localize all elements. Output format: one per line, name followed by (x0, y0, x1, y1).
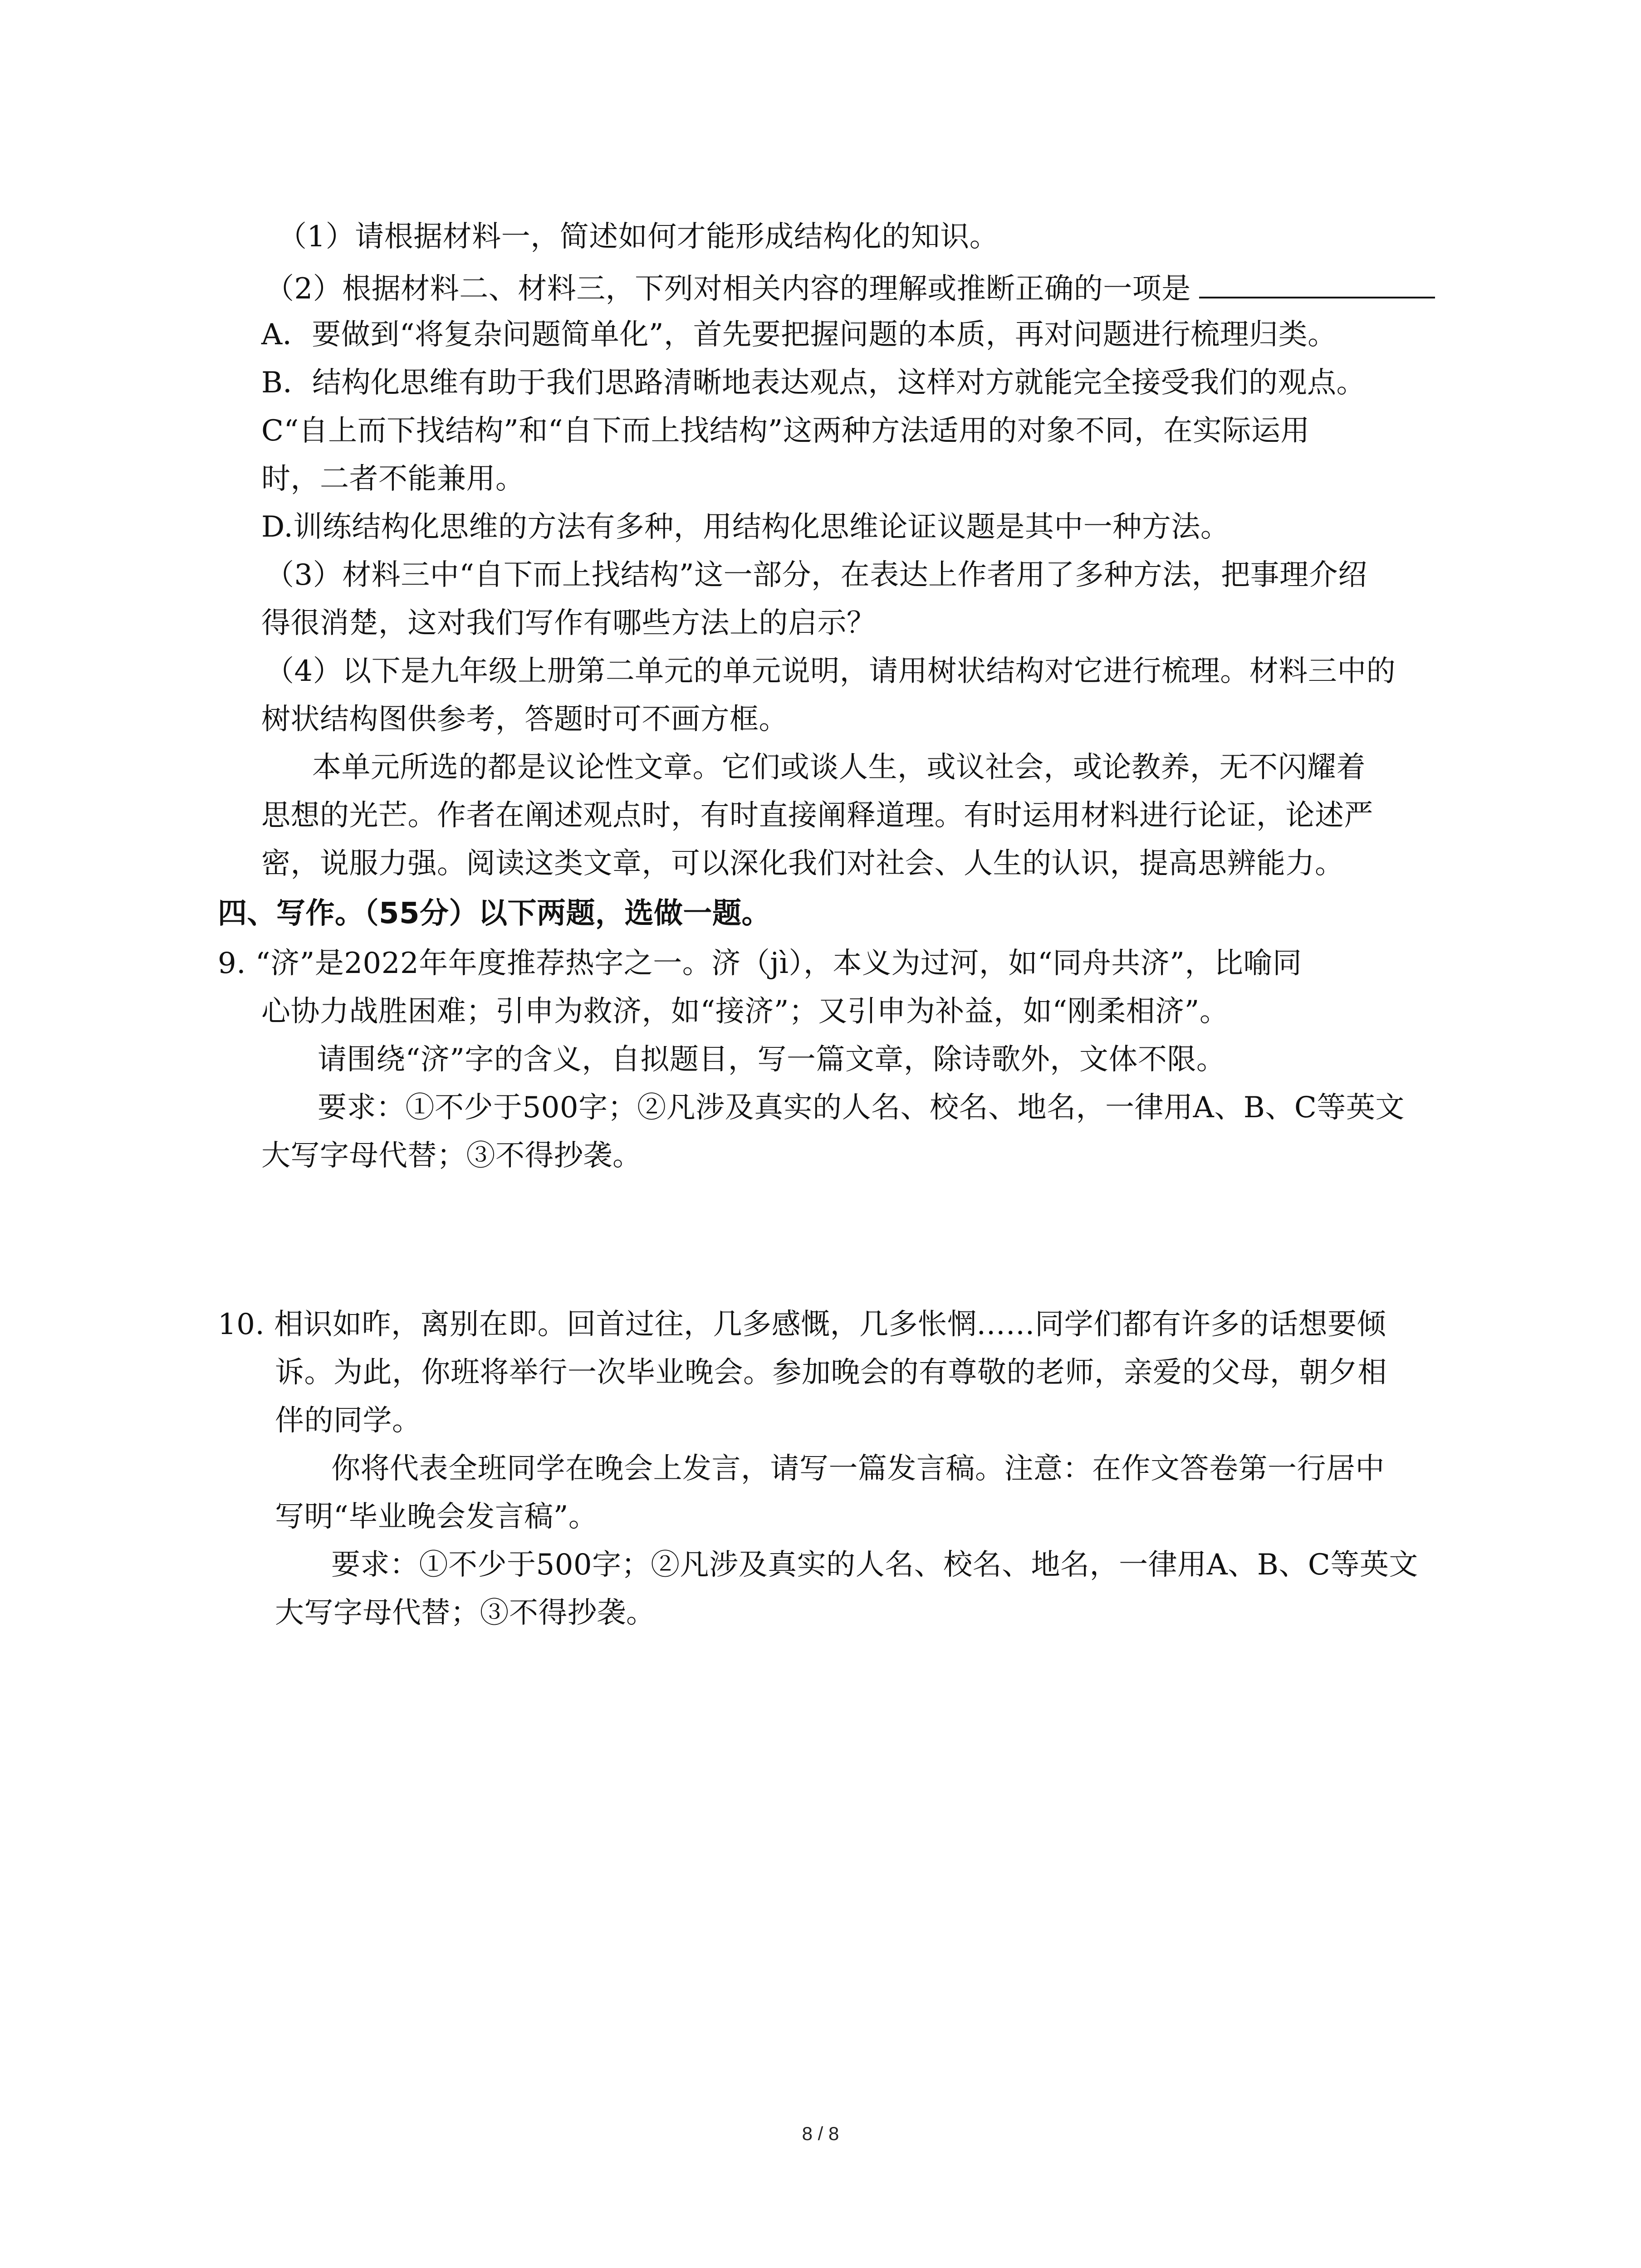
question-9-line1: 9. “济”是2022年年度推荐热字之一。济（jì），本义为过河，如“同舟共济”，比喻同 (218, 947, 1302, 980)
question-3-line1: （3）材料三中“自下而上找结构”这一部分，在表达上作者用了多种方法，把事理介绍 (265, 558, 1367, 592)
question-4-line1: （4）以下是九年级上册第二单元的单元说明，请用树状结构对它进行梳理。材料三中的 (265, 655, 1396, 688)
question-3-line2: 得很消楚，这对我们写作有哪些方法上的启示？ (261, 606, 876, 640)
option-a: A．要做到“将复杂问题简单化”，首先要把握问题的本质，再对问题进行梳理归类。 (261, 318, 1337, 352)
option-c-line2: 时，二者不能兼用。 (261, 462, 525, 496)
option-d: D.训练结构化思维的方法有多种，用结构化思维论证议题是其中一种方法。 (261, 510, 1230, 544)
page-number: 8 / 8 (802, 2123, 839, 2144)
answer-blank (1199, 268, 1435, 298)
option-c-line1: C“自上而下找结构”和“自下而上找结构”这两种方法适用的对象不同，在实际运用 (261, 414, 1310, 448)
question-10-requirements-line1: 要求：①不少于500字；②凡涉及真实的人名、校名、地名，一律用A、B、C等英文 (331, 1548, 1418, 1582)
question-2 (265, 268, 1435, 307)
question-4-line2: 树状结构图供参考，答题时可不画方框。 (261, 703, 788, 736)
option-b: B．结构化思维有助于我们思路清晰地表达观点，这样对方就能完全接受我们的观点。 (261, 366, 1366, 400)
question-9-requirements-line1: 要求：①不少于500字；②凡涉及真实的人名、校名、地名，一律用A、B、C等英文 (318, 1091, 1405, 1124)
question-10-line3: 伴的同学。 (275, 1404, 421, 1437)
question-9-line3: 请围绕“济”字的含义，自拟题目，写一篇文章，除诗歌外，文体不限。 (318, 1043, 1226, 1076)
question-10-requirements-line2: 大写字母代替；③不得抄袭。 (275, 1596, 656, 1630)
question-10-line2: 诉。为此，你班将举行一次毕业晚会。参加晚会的有尊敬的老师，亲爱的父母，朝夕相 (275, 1356, 1387, 1389)
unit-description-line1: 本单元所选的都是议论性文章。它们或谈人生，或议社会，或论教养，无不闪耀着 (312, 751, 1366, 784)
question-2-text: （2）根据材料二、材料三，下列对相关内容的理解或推断正确的一项是 (265, 272, 1191, 306)
question-10-line4: 你将代表全班同学在晚会上发言，请写一篇发言稿。注意：在作文答卷第一行居中 (331, 1452, 1385, 1486)
question-9-requirements-line2: 大写字母代替；③不得抄袭。 (261, 1139, 642, 1173)
question-10-line5: 写明“毕业晚会发言稿”。 (275, 1500, 598, 1534)
question-1: （1）请根据材料一，简述如何才能形成结构化的知识。 (278, 220, 999, 254)
question-10-line1: 10. 相识如昨，离别在即。回首过往，几多感慨，几多怅惘……同学们都有许多的话想要倾 (218, 1308, 1386, 1341)
unit-description-line2: 思想的光芒。作者在阐述观点时，有时直接阐释道理。有时运用材料进行论证，论述严 (261, 799, 1373, 832)
unit-description-line3: 密，说服力强。阅读这类文章，可以深化我们对社会、人生的认识，提高思辨能力。 (261, 847, 1344, 880)
section-4-heading: 四、写作。（55分）以下两题，选做一题。 (218, 897, 771, 930)
question-9-line2: 心协力战胜困难；引申为救济，如“接济”；又引申为补益，如“刚柔相济”。 (261, 995, 1229, 1028)
